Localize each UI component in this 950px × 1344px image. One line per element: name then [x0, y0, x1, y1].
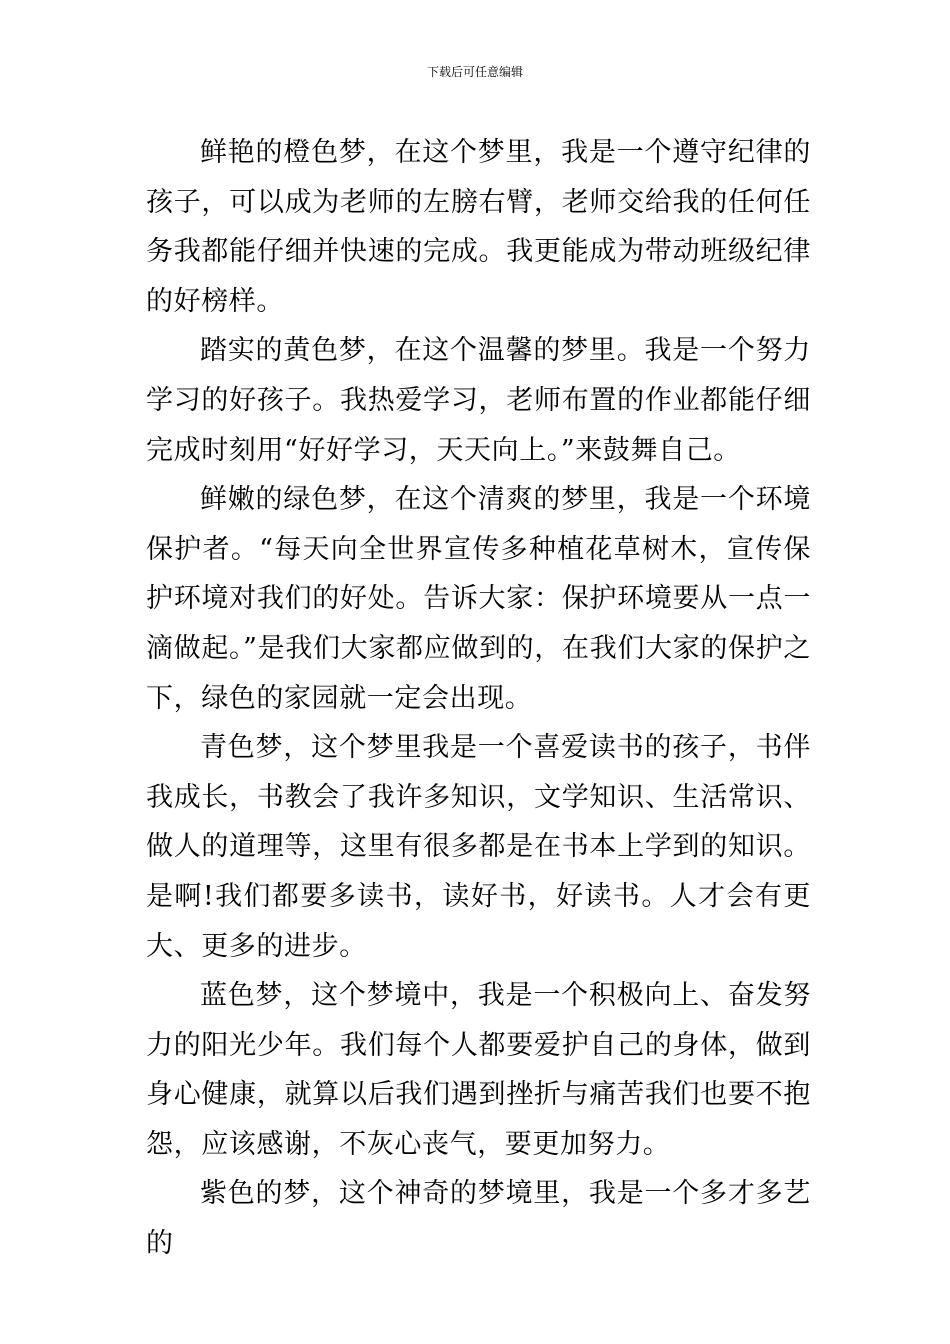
page-header-note: 下载后可任意编辑: [426, 65, 523, 79]
paragraph-yellow-dream: 踏实的黄色梦，在这个温馨的梦里。我是一个努力学习的好孩子。我热爱学习，老师布置的作业都能仔细完成时刻用“好好学习，天天向上。”来鼓舞自己。: [146, 335, 811, 466]
paragraph-orange-dream: 鲜艳的橙色梦，在这个梦里，我是一个遵守纪律的孩子，可以成为老师的左膀右臂，老师交给我的任何任务我都能仔细并快速的完成。我更能成为带动班级纪律的好榜样。: [146, 137, 811, 317]
paragraph-cyan-dream: 青色梦，这个梦里我是一个喜爱读书的孩子，书伴我成长，书教会了我许多知识，文学知识、生活常识、做人的道理等，这里有很多都是在书本上学到的知识。是啊!我们都要多读书，读好书，好读书。人才会有更大、更多的进步。: [146, 732, 811, 962]
paragraph-purple-dream: 紫色的梦，这个神奇的梦境里，我是一个多才多艺的: [146, 1178, 811, 1260]
paragraph-blue-dream: 蓝色梦，这个梦境中，我是一个积极向上、奋发努力的阳光少年。我们每个人都要爱护自己的身体，做到身心健康，就算以后我们遇到挫折与痛苦我们也要不抱怨，应该感谢，不灰心丧气，要更加努力。: [146, 980, 811, 1160]
paragraph-green-dream: 鲜嫩的绿色梦，在这个清爽的梦里，我是一个环境保护者。“每天向全世界宣传多种植花草树木，宣传保护环境对我们的好处。告诉大家：保护环境要从一点一滴做起。”是我们大家都应做到的，在我们大家的保护之下，绿色的家园就一定会出现。: [146, 484, 811, 714]
document-body: [146, 128, 811, 1269]
